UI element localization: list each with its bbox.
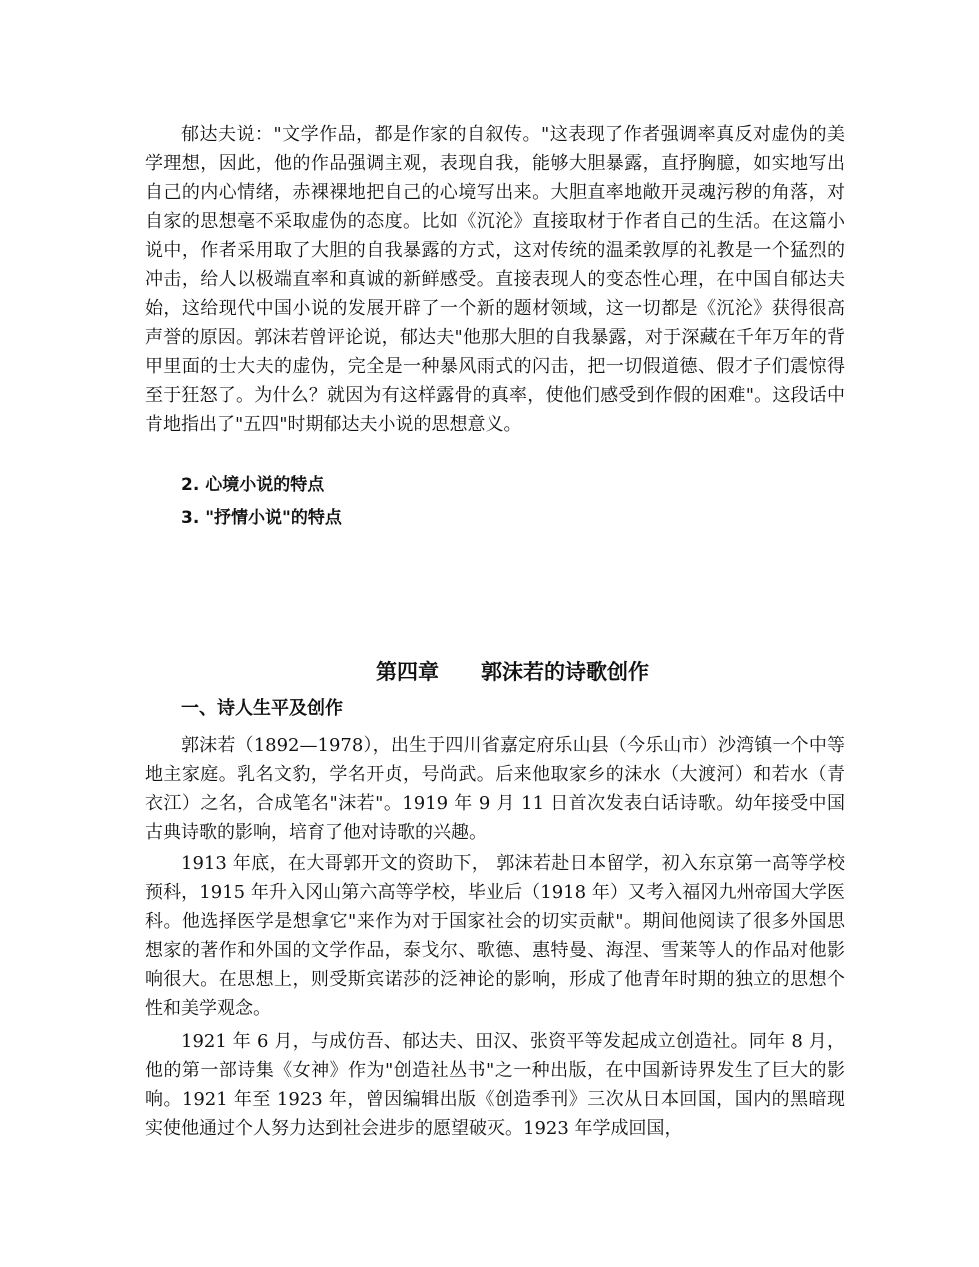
paragraph-creation-society: 1921 年 6 月，与成仿吾、郁达夫、田汉、张资平等发起成立创造社。同年 8 月，他的第一部诗集《女神》作为"创造社丛书"之一种出版，在中国新诗界发生了巨大的影响。1921 年至 1923 年，曾因编辑出版《创造季刊》三次从日本回国，国内的黑暗现实使他通过个人努力达到社会进步的愿望破灭。1923 年学成回国， bbox=[145, 1031, 845, 1139]
paragraph-guo-moruo-birth: 郭沫若（1892—1978），出生于四川省嘉定府乐山县（今乐山市）沙湾镇一个中等地主家庭。乳名文豹，学名开贞，号尚武。后来他取家乡的沫水（大渡河）和若水（青衣江）之名，合成笔名"沫若"。1919 年 9 月 11 日首次发表白话诗歌。幼年接受中国古典诗歌的影响，培育了他对诗歌的兴趣。 bbox=[145, 735, 845, 843]
section-heading-poet-life: 一、诗人生平及创作 bbox=[181, 698, 343, 719]
heading-lyrical-novel-features: 3. "抒情小说"的特点 bbox=[181, 508, 342, 528]
paragraph-study-in-japan: 1913 年底，在大哥郭开文的资助下， 郭沫若赴日本留学，初入东京第一高等学校预科，1915 年升入冈山第六高等学校，毕业后（1918 年）又考入福冈九州帝国大学医科。他选择医学是想拿它"来作为对于国家社会的切实贡献"。期间他阅读了很多外国思想家的著作和外国的文学作品，泰戈尔、歌德、惠特曼、海涅、雪莱等人的作品对他影响很大。在思想上，则受斯宾诺莎的泛神论的影响，形成了他青年时期的独立的思想个性和美学观念。 bbox=[145, 853, 845, 1019]
heading-mood-novel-features: 2. 心境小说的特点 bbox=[181, 475, 325, 495]
chapter-title: 第四章 郭沫若的诗歌创作 bbox=[376, 660, 649, 684]
paragraph-yu-dafu-self-exposure: 郁达夫说："文学作品，都是作家的自叙传。"这表现了作者强调率真反对虚伪的美学理想，因此，他的作品强调主观，表现自我，能够大胆暴露，直抒胸臆，如实地写出自己的内心情绪，赤裸裸地把自己的心境写出来。大胆直率地敞开灵魂污秽的角落，对自家的思想毫不采取虚伪的态度。比如《沉沦》直接取材于作者自己的生活。在这篇小说中，作者采用取了大胆的自我暴露的方式，这对传统的温柔敦厚的礼教是一个猛烈的冲击，给人以极端直率和真诚的新鲜感受。直接表现人的变态性心理，在中国自郁达夫始，这给现代中国小说的发展开辟了一个新的题材领域，这一切都是《沉沦》获得很高声誉的原因。郭沫若曾评论说，郁达夫"他那大胆的自我暴露，对于深藏在千年万年的背甲里面的士大夫的虚伪，完全是一种暴风雨式的闪击，把一切假道德、假才子们震惊得至于狂怒了。为什么？就因为有这样露骨的真率，使他们感受到作假的困难"。这段话中肯地指出了"五四"时期郁达夫小说的思想意义。 bbox=[145, 124, 845, 435]
